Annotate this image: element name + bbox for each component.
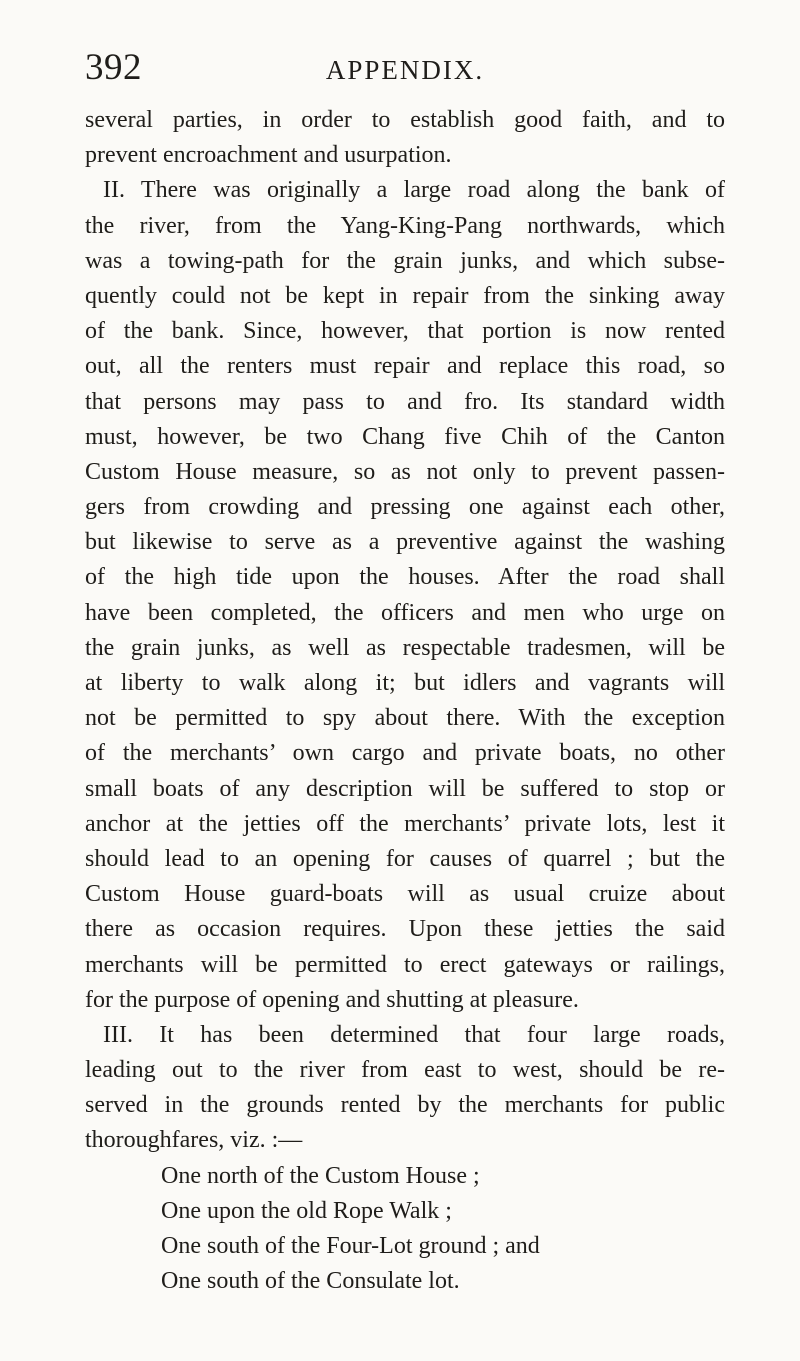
text-line: but likewise to serve as a preventive against the washing bbox=[85, 529, 725, 556]
text-line: the river, from the Yang-King-Pang northwards, which bbox=[85, 212, 725, 239]
text-line: the grain junks, as well as respectable tradesmen, will be bbox=[85, 634, 725, 661]
text-line: leading out to the river from east to west, should be re- bbox=[85, 1057, 725, 1084]
text-line: was a towing-path for the grain junks, and which subse- bbox=[85, 247, 725, 274]
text-line: of the merchants’ own cargo and private boats, no other bbox=[85, 740, 725, 767]
text-line: III. It has been determined that four large roads, bbox=[103, 1021, 725, 1048]
text-line: quently could not be kept in repair from the sinking away bbox=[85, 282, 725, 309]
text-line: there as occasion requires. Upon these jetties the said bbox=[85, 916, 725, 943]
text-line: of the bank. Since, however, that portion is now rented bbox=[85, 318, 725, 345]
text-line: not be permitted to spy about there. With the exception bbox=[85, 705, 725, 732]
text-line: have been completed, the officers and men who urge on bbox=[85, 599, 725, 626]
text-line: that persons may pass to and fro. Its standard width bbox=[85, 388, 725, 415]
running-head: APPENDIX. bbox=[325, 55, 485, 85]
text-line: should lead to an opening for causes of quarrel ; but the bbox=[85, 845, 725, 872]
text-line: small boats of any description will be suffered to stop or bbox=[85, 775, 725, 802]
text-line: anchor at the jetties off the merchants’ private lots, lest it bbox=[85, 810, 725, 837]
body-text bbox=[85, 103, 725, 1299]
text-line: several parties, in order to establish good faith, and to bbox=[85, 107, 725, 133]
list-item: One south of the Four-Lot ground ; and bbox=[161, 1233, 540, 1259]
list-item: One upon the old Rope Walk ; bbox=[161, 1197, 452, 1224]
text-line: for the purpose of opening and shutting at pleasure. bbox=[85, 986, 579, 1013]
list-item: One north of the Custom House ; bbox=[161, 1162, 480, 1189]
page-number: 392 bbox=[85, 47, 142, 88]
text-line: served in the grounds rented by the merchants for public bbox=[85, 1092, 725, 1119]
text-line: merchants will be permitted to erect gateways or railings, bbox=[85, 951, 725, 978]
text-line: at liberty to walk along it; but idlers and vagrants will bbox=[85, 670, 725, 696]
text-line: out, all the renters must repair and replace this road, so bbox=[85, 353, 725, 380]
text-line: II. There was originally a large road along the bank of bbox=[103, 177, 725, 204]
text-line: Custom House guard-boats will as usual cruize about bbox=[85, 881, 725, 908]
text-line: of the high tide upon the houses. After the road shall bbox=[85, 564, 725, 591]
text-line: thoroughfares, viz. :— bbox=[85, 1127, 303, 1154]
text-line: prevent encroachment and usurpation. bbox=[85, 142, 452, 169]
text-line: gers from crowding and pressing one against each other, bbox=[85, 494, 725, 521]
page-header bbox=[85, 46, 725, 96]
text-line: Custom House measure, so as not only to prevent passen- bbox=[85, 458, 725, 485]
text-line: must, however, be two Chang five Chih of the Canton bbox=[85, 423, 725, 450]
list-item: One south of the Consulate lot. bbox=[161, 1268, 460, 1295]
